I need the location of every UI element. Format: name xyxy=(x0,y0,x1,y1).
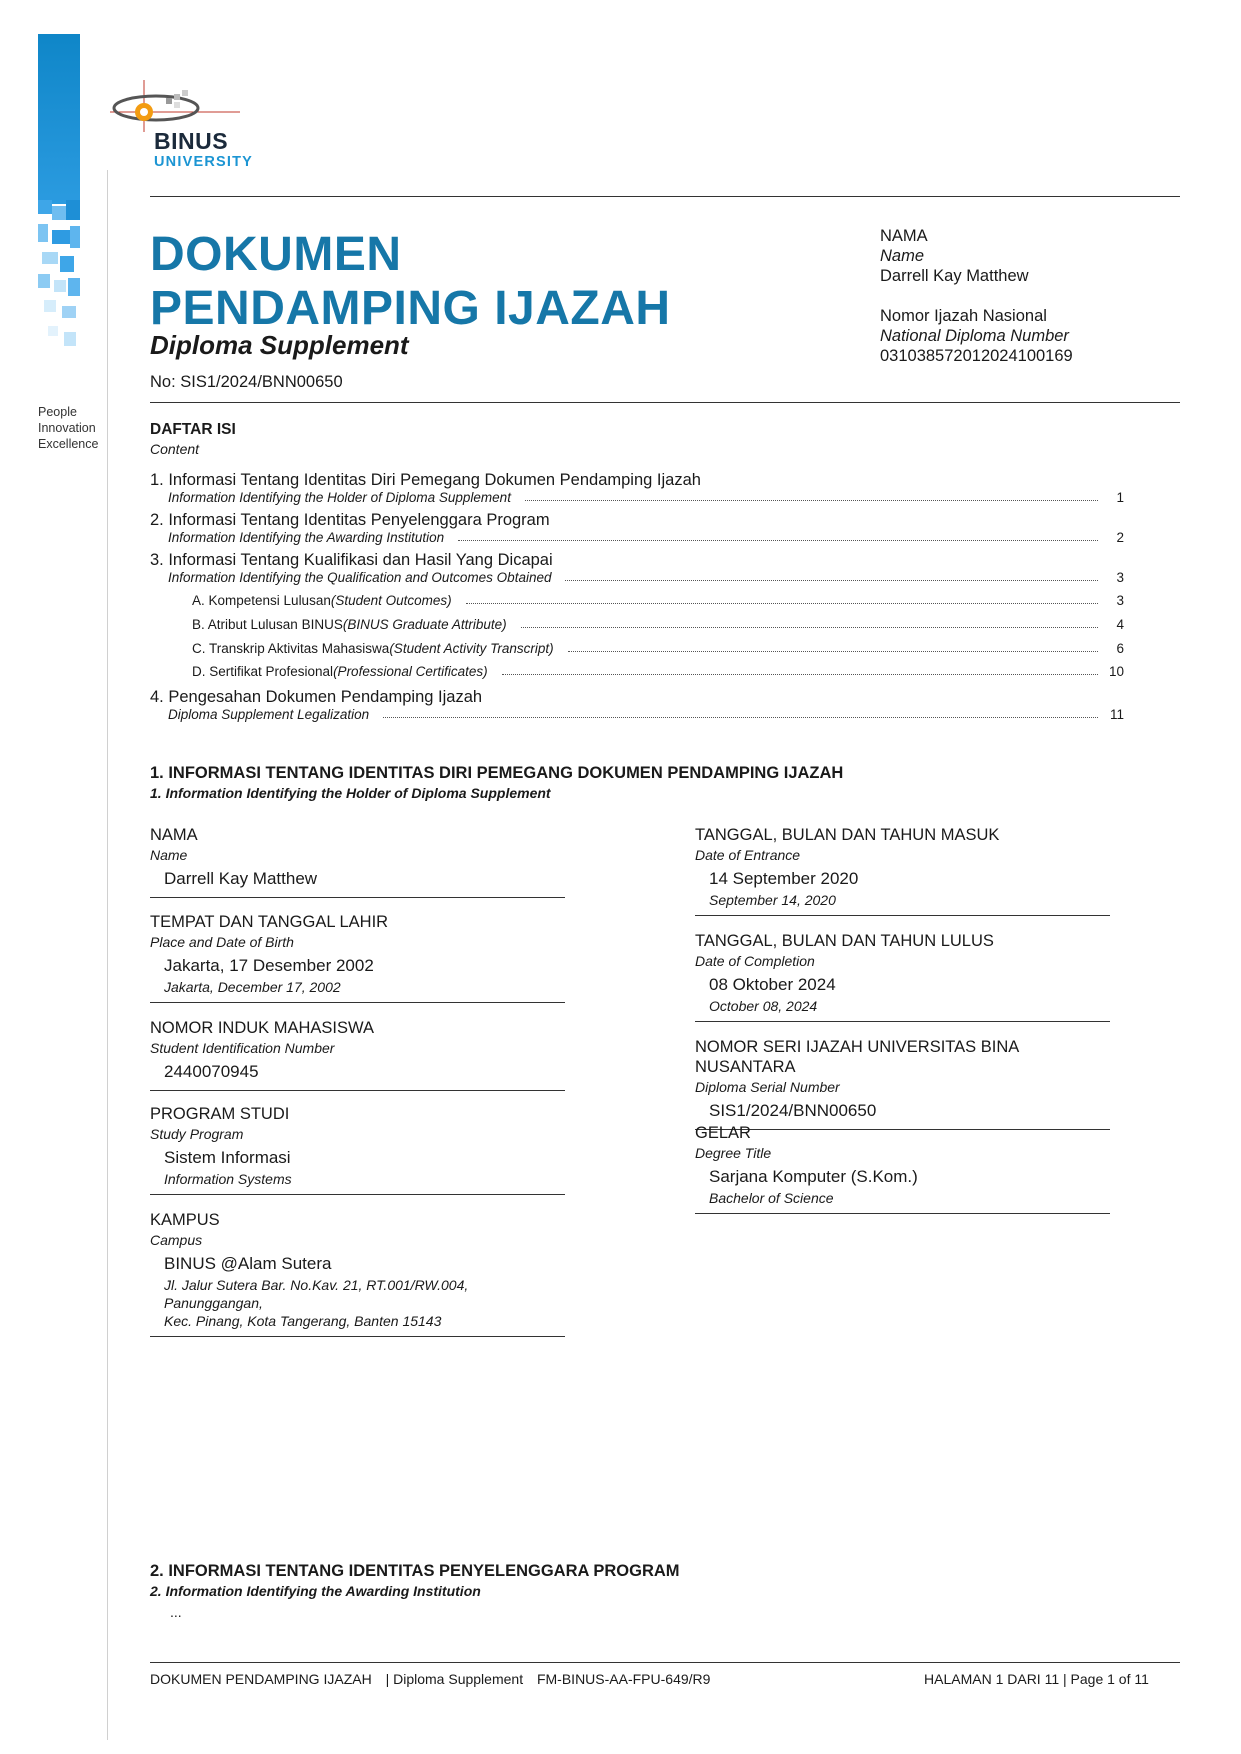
footer-doc-info xyxy=(150,1671,720,1687)
tagline-excellence: Excellence xyxy=(38,437,99,451)
field-entrance-value: 14 September 2020 xyxy=(709,869,859,888)
field-completion-value-en: October 08, 2024 xyxy=(709,998,818,1014)
toc-subitem-d-page: 10 xyxy=(1108,664,1124,679)
toc-item-2-en[interactable] xyxy=(168,530,1124,545)
toc-item-4-en-label: Diploma Supplement Legalization xyxy=(168,707,370,722)
tagline-innovation: Innovation xyxy=(38,421,96,435)
toc-item-3[interactable]: 3. Informasi Tentang Kualifikasi dan Hasil Yang Dicapai xyxy=(150,551,553,569)
field-serial-label-en: Diploma Serial Number xyxy=(695,1079,840,1095)
field-program xyxy=(150,1104,565,1195)
section-2-heading-en: 2. Information Identifying the Awarding Institution xyxy=(150,1583,481,1599)
toc-item-1[interactable]: 1. Informasi Tentang Identitas Diri Pemegang Dokumen Pendamping Ijazah xyxy=(150,471,701,489)
toc-item-4-page: 11 xyxy=(1109,707,1124,722)
footer-doc-en: | Diploma Supplement xyxy=(385,1671,524,1687)
toc-item-2-page: 2 xyxy=(1116,530,1124,545)
field-degree-label: GELAR xyxy=(695,1124,751,1142)
field-degree-label-en: Degree Title xyxy=(695,1145,772,1161)
field-serial-label: NOMOR SERI IJAZAH UNIVERSITAS BINA NUSANTARA xyxy=(695,1038,1019,1076)
summary-name-label-en: Name xyxy=(880,247,925,265)
footer-page-en: | Page 1 of 11 xyxy=(1063,1671,1149,1687)
toc-subitem-a-label: A. Kompetensi Lulusan xyxy=(192,593,331,608)
field-name-label: NAMA xyxy=(150,826,198,844)
brand-tagline xyxy=(38,404,98,452)
field-nim-value: 2440070945 xyxy=(164,1062,259,1081)
brand-mosaic xyxy=(38,200,80,370)
toc-item-1-en-label: Information Identifying the Holder of Diploma Supplement xyxy=(168,490,511,505)
field-completion-label: TANGGAL, BULAN DAN TAHUN LULUS xyxy=(695,932,994,950)
toc-subitem-b-label: B. Atribut Lulusan BINUS xyxy=(192,617,343,632)
field-degree xyxy=(695,1123,1110,1214)
tagline-people: People xyxy=(38,405,77,419)
header-rule-bottom xyxy=(150,402,1180,403)
summary-diploma-label-en: National Diploma Number xyxy=(880,327,1069,345)
field-campus xyxy=(150,1210,565,1337)
toc-item-1-page: 1 xyxy=(1116,490,1124,505)
field-entrance-value-en: September 14, 2020 xyxy=(709,892,836,908)
field-nim xyxy=(150,1018,565,1091)
toc-item-4[interactable]: 4. Pengesahan Dokumen Pendamping Ijazah xyxy=(150,688,483,706)
toc-subitem-a-en: (Student Outcomes) xyxy=(330,593,452,608)
field-campus-address-1: Jl. Jalur Sutera Bar. No.Kav. 21, RT.001/RW.004, Panunggangan, xyxy=(164,1277,469,1311)
field-birth-label: TEMPAT DAN TANGGAL LAHIR xyxy=(150,913,389,931)
section-2-ellipsis: ... xyxy=(170,1604,182,1620)
toc-subitem-a-page: 3 xyxy=(1116,593,1124,608)
title-line-1: DOKUMEN xyxy=(150,228,402,281)
header-rule-top xyxy=(150,196,1180,197)
field-entrance-label: TANGGAL, BULAN DAN TAHUN MASUK xyxy=(695,826,1000,844)
field-name-value: Darrell Kay Matthew xyxy=(164,869,318,888)
brand-color-bar xyxy=(38,34,80,204)
field-serial-value: SIS1/2024/BNN00650 xyxy=(709,1101,877,1120)
field-serial xyxy=(695,1037,1110,1130)
field-completion-label-en: Date of Completion xyxy=(695,953,815,969)
logo-subtitle: UNIVERSITY xyxy=(154,154,254,170)
toc-title: DAFTAR ISI xyxy=(150,421,236,438)
toc-subitem-c-label: C. Transkrip Aktivitas Mahasiswa xyxy=(192,641,390,656)
page-subtitle: Diploma Supplement xyxy=(150,330,409,360)
field-completion xyxy=(695,931,1110,1022)
section-1-heading-en: 1. Information Identifying the Holder of Diploma Supplement xyxy=(150,785,551,801)
field-birth-label-en: Place and Date of Birth xyxy=(150,934,294,950)
field-birth xyxy=(150,912,565,1003)
toc-subitem-c-en: (Student Activity Transcript) xyxy=(389,641,554,656)
toc-subitem-d-label: D. Sertifikat Profesional xyxy=(192,664,334,679)
toc-subitem-a[interactable] xyxy=(192,593,1124,608)
summary-name-label: NAMA xyxy=(880,227,928,245)
toc-item-3-en-label: Information Identifying the Qualification and Outcomes Obtained xyxy=(168,570,552,585)
field-degree-value-en: Bachelor of Science xyxy=(709,1190,834,1206)
field-degree-value: Sarjana Komputer (S.Kom.) xyxy=(709,1167,918,1186)
toc-title-en: Content xyxy=(150,441,200,457)
field-completion-value: 08 Oktober 2024 xyxy=(709,975,836,994)
toc-subitem-b-en: (BINUS Graduate Attribute) xyxy=(342,617,507,632)
toc-item-4-en[interactable] xyxy=(168,707,1124,722)
section-1-heading: 1. INFORMASI TENTANG IDENTITAS DIRI PEMEGANG DOKUMEN PENDAMPING IJAZAH xyxy=(150,764,844,782)
field-program-value-en: Information Systems xyxy=(164,1171,292,1187)
page-title xyxy=(150,228,671,336)
footer-page-info xyxy=(924,1671,1149,1687)
field-name-label-en: Name xyxy=(150,847,188,863)
field-name xyxy=(150,825,565,898)
field-birth-value-en: Jakarta, December 17, 2002 xyxy=(164,979,341,995)
margin-rule xyxy=(107,170,108,1740)
toc-item-2[interactable]: 2. Informasi Tentang Identitas Penyelenggara Program xyxy=(150,511,550,529)
title-line-2: PENDAMPING IJAZAH xyxy=(150,282,671,335)
field-campus-value: BINUS @Alam Sutera xyxy=(164,1254,332,1273)
field-nim-label: NOMOR INDUK MAHASISWA xyxy=(150,1019,374,1037)
field-program-label-en: Study Program xyxy=(150,1126,244,1142)
field-entrance-label-en: Date of Entrance xyxy=(695,847,801,863)
toc-subitem-d-en: (Professional Certificates) xyxy=(333,664,488,679)
logo-name: BINUS xyxy=(154,128,229,154)
summary-name-value: Darrell Kay Matthew xyxy=(880,267,1029,285)
field-campus-label: KAMPUS xyxy=(150,1211,220,1229)
field-campus-label-en: Campus xyxy=(150,1232,203,1248)
field-birth-value: Jakarta, 17 Desember 2002 xyxy=(164,956,374,975)
toc-subitem-c-page: 6 xyxy=(1116,641,1124,656)
field-program-value: Sistem Informasi xyxy=(164,1148,291,1167)
logo-orbit-icon xyxy=(104,72,274,132)
toc-item-1-en[interactable] xyxy=(168,490,1124,505)
toc-subitem-c[interactable] xyxy=(192,641,1124,656)
field-entrance xyxy=(695,825,1110,916)
toc-item-2-en-label: Information Identifying the Awarding Institution xyxy=(168,530,445,545)
toc-subitem-d[interactable] xyxy=(192,664,1124,679)
document-number: No: SIS1/2024/BNN00650 xyxy=(150,373,343,391)
binus-logo xyxy=(104,72,274,182)
toc-subitem-b[interactable] xyxy=(192,617,1124,632)
footer-rule xyxy=(150,1662,1180,1663)
footer-page-id: HALAMAN 1 DARI 11 xyxy=(924,1671,1060,1687)
summary-diploma-label: Nomor Ijazah Nasional xyxy=(880,307,1047,325)
summary-diploma-value: 031038572012024100169 xyxy=(880,347,1073,365)
toc-item-3-page: 3 xyxy=(1116,570,1124,585)
footer-doc: DOKUMEN PENDAMPING IJAZAH xyxy=(150,1671,372,1687)
field-campus-address-2: Kec. Pinang, Kota Tangerang, Banten 15143 xyxy=(164,1313,442,1329)
toc-item-3-en[interactable] xyxy=(168,570,1124,585)
holder-summary xyxy=(880,226,1073,366)
toc-subitem-b-page: 4 xyxy=(1116,617,1124,632)
field-program-label: PROGRAM STUDI xyxy=(150,1105,290,1123)
field-nim-label-en: Student Identification Number xyxy=(150,1040,335,1056)
section-2-heading: 2. INFORMASI TENTANG IDENTITAS PENYELENGGARA PROGRAM xyxy=(150,1562,680,1580)
footer-code: FM-BINUS-AA-FPU-649/R9 xyxy=(536,1671,711,1687)
